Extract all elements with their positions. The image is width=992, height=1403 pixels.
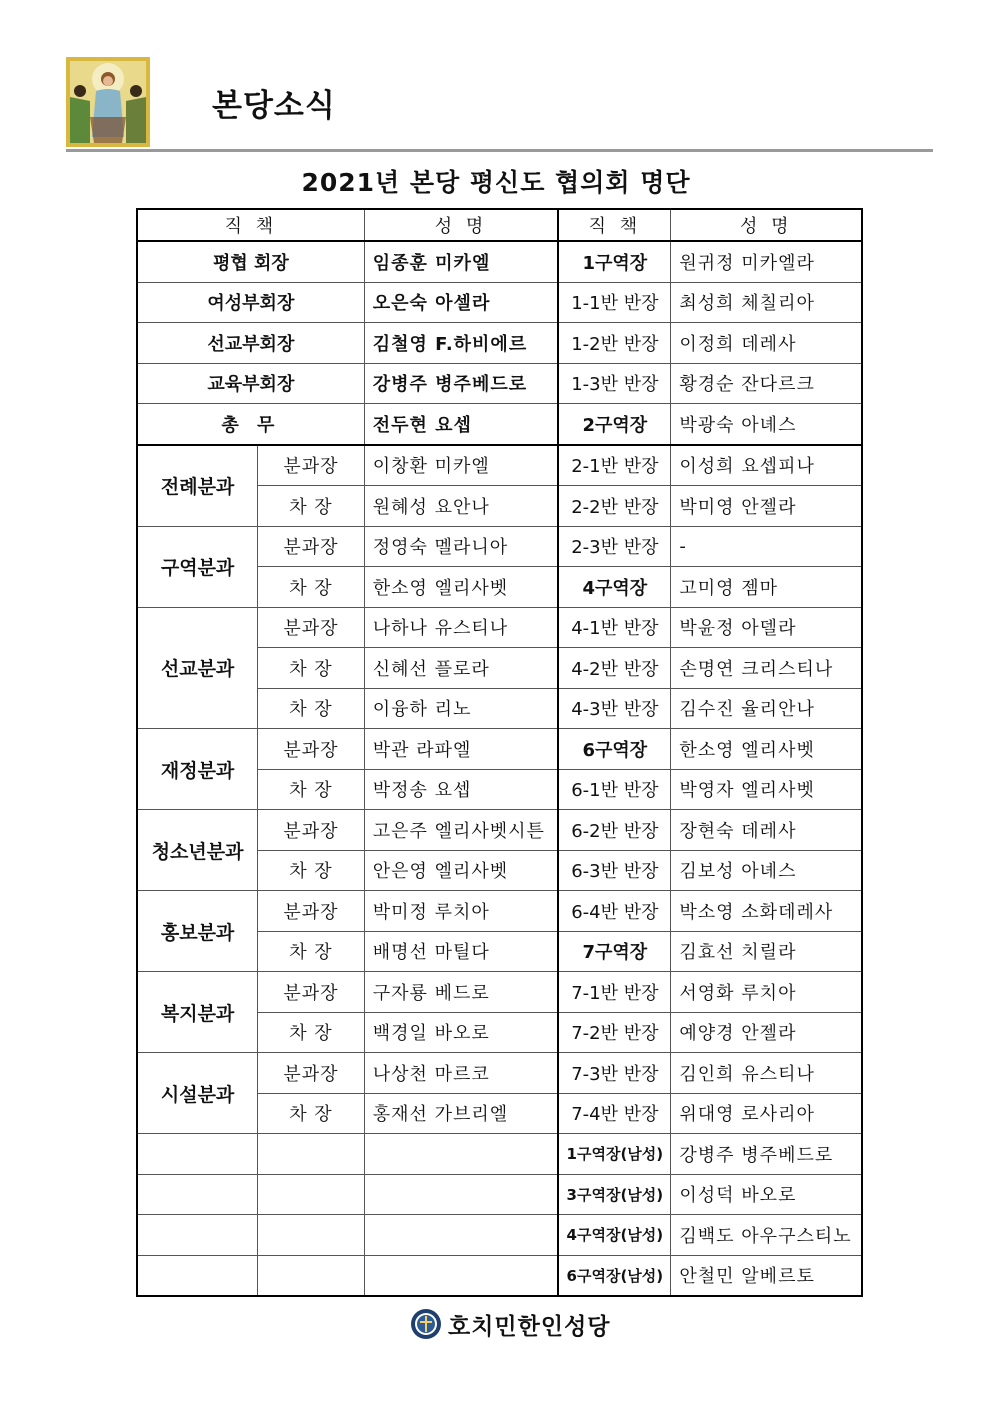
- district-role: 4-1반 반장: [558, 607, 671, 648]
- table-row: [137, 1134, 862, 1175]
- district-member-name: 이성희 요셉피나: [671, 445, 862, 486]
- department-name: 홍보분과: [137, 891, 258, 972]
- executive-role: 여성부회장: [137, 282, 364, 323]
- executive-name: 전두현 요셉: [364, 404, 558, 445]
- empty-cell: [258, 1215, 365, 1256]
- district-member-name: 김백도 아우구스티노: [671, 1215, 862, 1256]
- district-member-name: 박미영 안젤라: [671, 486, 862, 527]
- department-role: 분과장: [258, 810, 365, 851]
- department-role: 차 장: [258, 567, 365, 608]
- table-row: [137, 445, 862, 486]
- department-member-name: 박관 라파엘: [364, 729, 558, 770]
- department-member-name: 한소영 엘리사벳: [364, 567, 558, 608]
- table-row: [137, 1053, 862, 1094]
- district-role: 6-1반 반장: [558, 769, 671, 810]
- executive-name: 강병주 병주베드로: [364, 363, 558, 404]
- district-member-name: 김보성 아녜스: [671, 850, 862, 891]
- district-role: 6-2반 반장: [558, 810, 671, 851]
- document-title: 2021년 본당 평신도 협의회 명단: [301, 168, 691, 197]
- department-member-name: 신혜선 플로라: [364, 648, 558, 689]
- district-member-name: 박윤정 아델라: [671, 607, 862, 648]
- district-role: 1구역장(남성): [558, 1134, 671, 1175]
- department-name: 선교분과: [137, 607, 258, 729]
- district-role: 7-2반 반장: [558, 1012, 671, 1053]
- table-row: [137, 526, 862, 567]
- department-name: 청소년분과: [137, 810, 258, 891]
- header-divider: [66, 149, 933, 152]
- district-role: 1-1반 반장: [558, 282, 671, 323]
- column-header-name: 성 명: [671, 209, 862, 241]
- district-role: 4구역장: [558, 567, 671, 608]
- district-role: 7-4반 반장: [558, 1093, 671, 1134]
- district-member-name: 김효선 치릴라: [671, 931, 862, 972]
- executive-name: 오은숙 아셀라: [364, 282, 558, 323]
- footer: [410, 1306, 611, 1342]
- section-title: 본당소식: [212, 88, 336, 124]
- district-member-name: -: [671, 526, 862, 567]
- district-role: 1-2반 반장: [558, 323, 671, 364]
- district-member-name: 이정희 데레사: [671, 323, 862, 364]
- district-member-name: 황경순 잔다르크: [671, 363, 862, 404]
- district-member-name: 한소영 엘리사벳: [671, 729, 862, 770]
- department-role: 분과장: [258, 445, 365, 486]
- district-role: 2-2반 반장: [558, 486, 671, 527]
- district-role: 6-4반 반장: [558, 891, 671, 932]
- executive-role: 교육부회장: [137, 363, 364, 404]
- department-role: 차 장: [258, 486, 365, 527]
- department-name: 전례분과: [137, 445, 258, 527]
- department-member-name: 나하나 유스티나: [364, 607, 558, 648]
- empty-cell: [258, 1174, 365, 1215]
- table-row: [137, 1255, 862, 1296]
- department-member-name: 박미정 루치아: [364, 891, 558, 932]
- department-name: 복지분과: [137, 972, 258, 1053]
- christ-with-disciples-icon: [66, 57, 150, 147]
- department-member-name: 안은영 엘리사벳: [364, 850, 558, 891]
- empty-cell: [364, 1215, 558, 1256]
- department-member-name: 이창환 미카엘: [364, 445, 558, 486]
- empty-cell: [364, 1134, 558, 1175]
- empty-cell: [364, 1174, 558, 1215]
- department-member-name: 박정송 요셉: [364, 769, 558, 810]
- executive-role: 평협 회장: [137, 241, 364, 282]
- table-row: [137, 607, 862, 648]
- department-role: 차 장: [258, 1093, 365, 1134]
- department-name: 재정분과: [137, 729, 258, 810]
- district-role: 7-3반 반장: [558, 1053, 671, 1094]
- department-role: 차 장: [258, 850, 365, 891]
- department-member-name: 홍재선 가브리엘: [364, 1093, 558, 1134]
- district-role: 6구역장: [558, 729, 671, 770]
- department-role: 분과장: [258, 729, 365, 770]
- department-member-name: 고은주 엘리사벳시튼: [364, 810, 558, 851]
- table-row: [137, 729, 862, 770]
- parish-seal-icon: [410, 1308, 442, 1340]
- parish-name: 호치민한인성당: [448, 1312, 611, 1340]
- department-role: 차 장: [258, 769, 365, 810]
- empty-cell: [137, 1255, 258, 1296]
- district-member-name: 원귀정 미카엘라: [671, 241, 862, 282]
- district-role: 1-3반 반장: [558, 363, 671, 404]
- parish-icon-image: [66, 57, 150, 147]
- department-role: 차 장: [258, 931, 365, 972]
- executive-name: 임종훈 미카엘: [364, 241, 558, 282]
- table-row: [137, 323, 862, 364]
- district-member-name: 박소영 소화데레사: [671, 891, 862, 932]
- district-member-name: 안철민 알베르토: [671, 1255, 862, 1296]
- column-header-role: 직 책: [137, 209, 364, 241]
- department-role: 차 장: [258, 648, 365, 689]
- table-row: [137, 1174, 862, 1215]
- executive-name: 김철영 F.하비에르: [364, 323, 558, 364]
- table-row: [137, 404, 862, 445]
- department-role: 차 장: [258, 1012, 365, 1053]
- district-role: 6구역장(남성): [558, 1255, 671, 1296]
- district-role: 4-2반 반장: [558, 648, 671, 689]
- department-member-name: 원혜성 요안나: [364, 486, 558, 527]
- district-member-name: 서영화 루치아: [671, 972, 862, 1013]
- department-role: 분과장: [258, 972, 365, 1013]
- district-role: 1구역장: [558, 241, 671, 282]
- table-row: [137, 1215, 862, 1256]
- executive-role: 선교부회장: [137, 323, 364, 364]
- council-roster-table: [136, 208, 863, 1297]
- district-role: 4구역장(남성): [558, 1215, 671, 1256]
- empty-cell: [137, 1134, 258, 1175]
- district-member-name: 위대영 로사리아: [671, 1093, 862, 1134]
- district-member-name: 강병주 병주베드로: [671, 1134, 862, 1175]
- department-role: 분과장: [258, 891, 365, 932]
- district-role: 2-3반 반장: [558, 526, 671, 567]
- district-member-name: 김인희 유스티나: [671, 1053, 862, 1094]
- department-name: 구역분과: [137, 526, 258, 607]
- district-member-name: 손명연 크리스티나: [671, 648, 862, 689]
- department-role: 분과장: [258, 1053, 365, 1094]
- district-role: 4-3반 반장: [558, 688, 671, 729]
- table-row: [137, 363, 862, 404]
- empty-cell: [258, 1134, 365, 1175]
- department-name: 시설분과: [137, 1053, 258, 1134]
- table-row: [137, 891, 862, 932]
- department-member-name: 나상천 마르코: [364, 1053, 558, 1094]
- district-role: 7-1반 반장: [558, 972, 671, 1013]
- department-role: 차 장: [258, 688, 365, 729]
- executive-role: 총 무: [137, 404, 364, 445]
- district-member-name: 최성희 체칠리아: [671, 282, 862, 323]
- district-member-name: 예양경 안젤라: [671, 1012, 862, 1053]
- district-member-name: 김수진 율리안나: [671, 688, 862, 729]
- department-member-name: 구자룡 베드로: [364, 972, 558, 1013]
- district-member-name: 고미영 젬마: [671, 567, 862, 608]
- department-member-name: 정영숙 멜라니아: [364, 526, 558, 567]
- empty-cell: [258, 1255, 365, 1296]
- district-member-name: 이성덕 바오로: [671, 1174, 862, 1215]
- column-header-name: 성 명: [364, 209, 558, 241]
- district-member-name: 박광숙 아녜스: [671, 404, 862, 445]
- empty-cell: [364, 1255, 558, 1296]
- empty-cell: [137, 1215, 258, 1256]
- district-role: 2구역장: [558, 404, 671, 445]
- district-role: 7구역장: [558, 931, 671, 972]
- department-member-name: 배명선 마틸다: [364, 931, 558, 972]
- column-header-role: 직 책: [558, 209, 671, 241]
- table-row: [137, 282, 862, 323]
- empty-cell: [137, 1174, 258, 1215]
- department-member-name: 백경일 바오로: [364, 1012, 558, 1053]
- district-member-name: 장현숙 데레사: [671, 810, 862, 851]
- table-header-row: [137, 209, 862, 241]
- district-role: 3구역장(남성): [558, 1174, 671, 1215]
- department-role: 분과장: [258, 526, 365, 567]
- district-role: 6-3반 반장: [558, 850, 671, 891]
- department-role: 분과장: [258, 607, 365, 648]
- department-member-name: 이융하 리노: [364, 688, 558, 729]
- table-row: [137, 972, 862, 1013]
- district-role: 2-1반 반장: [558, 445, 671, 486]
- district-member-name: 박영자 엘리사벳: [671, 769, 862, 810]
- table-row: [137, 241, 862, 282]
- table-row: [137, 810, 862, 851]
